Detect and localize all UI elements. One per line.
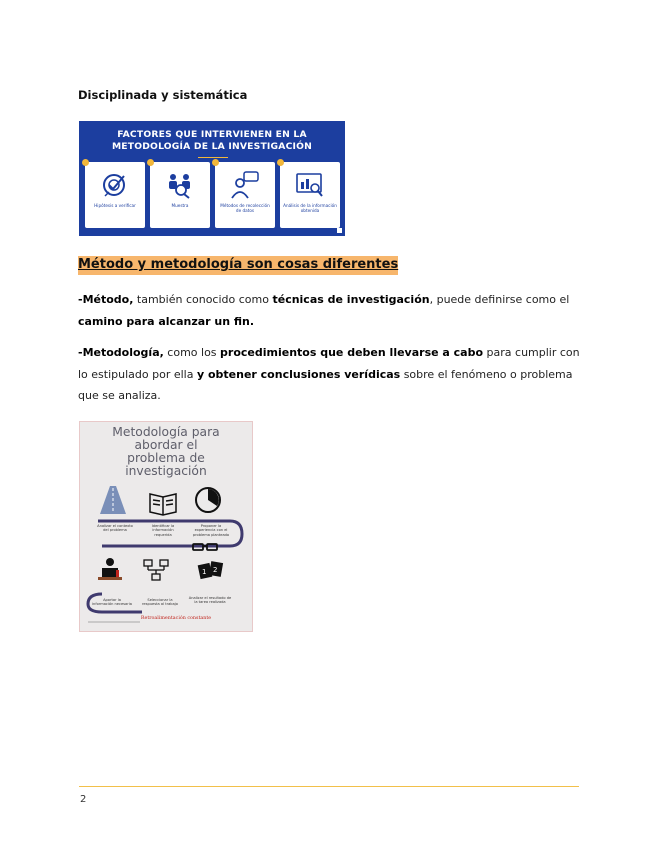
text-bold: -Metodología,	[78, 346, 164, 359]
page-number: 2	[80, 794, 87, 805]
step-analizar-contexto: Analizar el contexto del problema	[97, 524, 133, 533]
meth-title-line1: Metodología para	[112, 425, 220, 439]
card-caption: Análisis de la información obtenida	[283, 203, 337, 213]
step-seleccionar-respuesta: Seleccionar la respuesta al trabajo	[142, 598, 178, 607]
meth-title-line3: problema de	[127, 451, 205, 465]
text: sobre el fenómeno o problema que se analiza.	[78, 367, 573, 402]
feedback-label: Retroalimentación constante	[140, 616, 212, 621]
methodology-infographic	[79, 421, 253, 632]
factor-card-muestra	[150, 162, 210, 228]
factors-infographic	[79, 121, 345, 236]
data-analysis-icon	[294, 170, 326, 200]
svg-text:2: 2	[213, 566, 218, 574]
factors-title-line1: FACTORES QUE INTERVIENEN EN LA	[117, 129, 307, 140]
footer-divider	[79, 786, 579, 787]
target-check-icon	[99, 170, 131, 200]
people-magnifier-icon	[164, 170, 196, 200]
card-dot	[147, 159, 154, 166]
network-icon	[144, 560, 168, 580]
paragraph-metodologia	[78, 342, 588, 407]
book-icon	[150, 494, 176, 515]
factors-title	[79, 129, 345, 153]
meth-title-line4: investigación	[125, 464, 207, 478]
text: también conocido como	[133, 293, 273, 306]
text-bold: procedimientos que deben llevarse a cabo	[220, 346, 484, 359]
step-identificar-informacion: Identificar la información requerida	[151, 524, 175, 537]
factor-card-analisis	[280, 162, 340, 228]
factors-title-line2: METODOLOGÍA DE LA INVESTIGACIÓN	[111, 141, 313, 152]
step-analizar-resultado: Analizar el resultado de la tarea realizada	[188, 596, 232, 605]
factor-card-hipotesis	[85, 162, 145, 228]
clock-pie-icon	[196, 488, 220, 512]
section-title-metodo: Método y metodología son cosas diferentes	[78, 256, 398, 275]
step-aportar-informacion: Aportar la información necesaria	[92, 598, 132, 607]
svg-text:1: 1	[202, 568, 207, 576]
card-dot	[277, 159, 284, 166]
text-bold: camino para alcanzar un fin.	[78, 314, 255, 328]
factors-title-underline	[198, 157, 228, 158]
card-dot	[82, 159, 89, 166]
step-proponer-experiencia: Proponer la experiencia con el problema planteado	[192, 524, 230, 537]
meth-title-line2: abordar el	[134, 438, 198, 452]
text-bold: -Método,	[78, 293, 134, 306]
person-desk-icon	[98, 558, 122, 580]
road-icon	[100, 486, 126, 514]
text: como los	[163, 346, 221, 359]
card-caption: Métodos de recolección de datos	[220, 203, 270, 213]
card-caption: Muestra	[171, 203, 189, 208]
logo-corner	[337, 228, 342, 233]
text: para cumplir con lo estipulado por ella	[78, 346, 580, 381]
card-dot	[212, 159, 219, 166]
paragraph-metodo	[78, 289, 588, 332]
factor-card-metodos	[215, 162, 275, 228]
person-chat-icon	[229, 170, 261, 200]
numbered-cards-icon	[198, 561, 223, 579]
section-heading-disciplinada: Disciplinada y sistemática	[78, 88, 248, 102]
text: , puede definirse como el	[429, 293, 570, 306]
card-caption: Hipótesis a verificar	[94, 203, 136, 208]
text-bold: y obtener conclusiones verídicas	[196, 367, 401, 381]
text-bold: técnicas de investigación	[272, 293, 430, 306]
